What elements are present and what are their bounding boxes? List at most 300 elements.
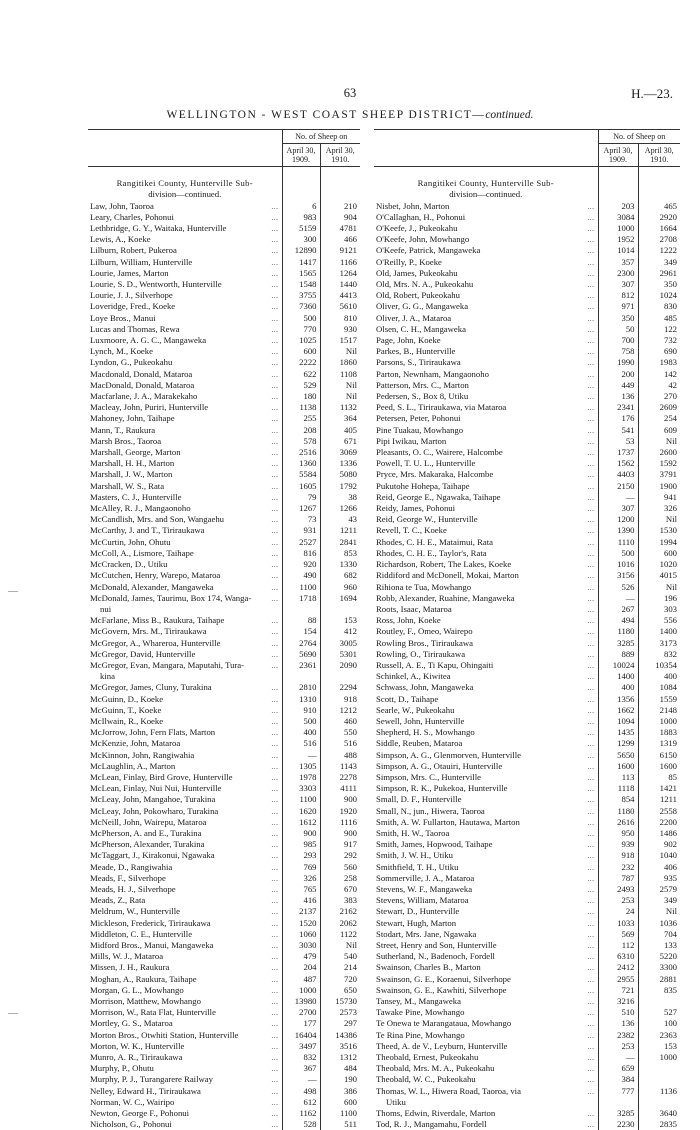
sheep-1909: 73 xyxy=(282,514,320,525)
sheep-1909: 3216 xyxy=(598,996,638,1007)
sheep-1909: 3030 xyxy=(282,940,320,951)
sheep-1910: 900 xyxy=(320,828,360,839)
table-row xyxy=(374,279,680,290)
sheep-1910: 2609 xyxy=(638,402,680,413)
leader-dots: ... xyxy=(587,414,595,424)
farmer-name: Sewell, John, Hunterville xyxy=(376,715,465,726)
leader-dots: ... xyxy=(587,347,595,357)
farmer-name: Macfarlane, J. A., Marakekaho xyxy=(90,391,198,402)
table-row xyxy=(374,234,680,245)
sheep-1909: 203 xyxy=(598,201,638,212)
table-row xyxy=(374,996,680,1007)
sheep-1910: 1994 xyxy=(638,537,680,548)
sheep-1910: 10354 xyxy=(638,660,680,671)
sheep-1910: 2835 xyxy=(638,1119,680,1130)
sheep-1909: 777 xyxy=(598,1086,638,1097)
leader-dots: ... xyxy=(587,963,595,973)
farmer-name: Shepherd, H. S., Mowhango xyxy=(376,727,475,738)
table-row xyxy=(88,212,360,223)
leader-dots: ... xyxy=(587,1053,595,1063)
header-1910: April 30, 1910. xyxy=(320,144,360,167)
leader-dots: ... xyxy=(271,201,279,211)
farmer-name: Pipi Iwikau, Marton xyxy=(376,435,447,446)
leader-dots: ... xyxy=(271,1053,279,1063)
sheep-1910: 15730 xyxy=(320,996,360,1007)
leader-dots: ... xyxy=(271,963,279,973)
leader-dots: ... xyxy=(587,380,595,390)
farmer-name: Schinkel, A., Kiwitea xyxy=(376,671,451,682)
section-subheading: division—continued. xyxy=(148,189,222,200)
sheep-1910: 1100 xyxy=(320,1108,360,1119)
table-row xyxy=(88,559,360,570)
sheep-1909: 5650 xyxy=(598,750,638,761)
leader-dots: ... xyxy=(271,336,279,346)
table-row xyxy=(88,918,360,929)
leader-dots: ... xyxy=(587,660,595,670)
farmer-name: Meads, Z., Rata xyxy=(90,895,146,906)
sheep-1910: 466 xyxy=(320,234,360,245)
sheep-1910: 540 xyxy=(320,951,360,962)
sheep-1910: 704 xyxy=(638,929,680,940)
sheep-1910: 5301 xyxy=(320,649,360,660)
leader-dots: ... xyxy=(587,840,595,850)
farmer-name: Robb, Alexander, Ruahine, Mangaweka xyxy=(376,592,515,603)
table-row xyxy=(374,671,680,682)
table-row xyxy=(88,638,360,649)
farmer-name: Revell, T. C., Koeke xyxy=(376,525,447,536)
farmer-name: Morrison, W., Rata Flat, Hunterville xyxy=(90,1007,216,1018)
sheep-1910: 2708 xyxy=(638,234,680,245)
sheep-1909: 53 xyxy=(598,436,638,447)
sheep-1910: 122 xyxy=(638,324,680,335)
right-header xyxy=(374,130,680,144)
leader-dots: ... xyxy=(271,705,279,715)
table-row xyxy=(88,593,360,604)
sheep-1910: 485 xyxy=(638,313,680,324)
leader-dots: ... xyxy=(271,728,279,738)
sheep-1909: 3084 xyxy=(598,212,638,223)
farmer-name: Masters, C. J., Hunterville xyxy=(90,491,182,502)
leader-dots: ... xyxy=(587,470,595,480)
table-row xyxy=(374,559,680,570)
table-row xyxy=(88,335,360,346)
sheep-1910: 5610 xyxy=(320,301,360,312)
farmer-name: Te Onewa te Marangataua, Mowhango xyxy=(376,1018,512,1029)
sheep-1909: 16404 xyxy=(282,1030,320,1041)
farmer-name: McLean, Finlay, Bird Grove, Hunterville xyxy=(90,771,233,782)
table-row xyxy=(374,895,680,906)
sheep-1909: 88 xyxy=(282,615,320,626)
leader-dots: ... xyxy=(271,840,279,850)
sheep-1909: 176 xyxy=(598,413,638,424)
farmer-name: Tawake Pine, Mowhango xyxy=(376,1007,465,1018)
leader-dots: ... xyxy=(587,817,595,827)
farmer-name: Lewis, A., Koeke xyxy=(90,234,151,245)
farmer-name: Murphy, P., Ohutu xyxy=(90,1063,154,1074)
leader-dots: ... xyxy=(587,481,595,491)
leader-dots: ... xyxy=(271,1041,279,1051)
sheep-1909: 541 xyxy=(598,425,638,436)
sheep-1910: 671 xyxy=(320,436,360,447)
sheep-1910: 830 xyxy=(638,301,680,312)
sheep-1910: 960 xyxy=(320,582,360,593)
table-row xyxy=(88,884,360,895)
leader-dots: ... xyxy=(271,235,279,245)
sheep-1909: 816 xyxy=(282,548,320,559)
table-row xyxy=(88,391,360,402)
sheep-1909: 307 xyxy=(598,279,638,290)
leader-dots: ... xyxy=(587,526,595,536)
table-row xyxy=(88,615,360,626)
sheep-1909: 307 xyxy=(598,503,638,514)
table-row xyxy=(88,458,360,469)
farmer-name: McGovern, Mrs. M., Tiriraukawa xyxy=(90,626,207,637)
leader-dots: ... xyxy=(587,683,595,693)
leader-dots: ... xyxy=(587,772,595,782)
sheep-1909: 900 xyxy=(282,828,320,839)
leader-dots: ... xyxy=(271,941,279,950)
right-column xyxy=(374,129,680,1130)
leader-dots: ... xyxy=(271,481,279,491)
table-row xyxy=(88,257,360,268)
table-row xyxy=(374,873,680,884)
sheep-1909: 2700 xyxy=(282,1007,320,1018)
sheep-1909: 1162 xyxy=(282,1108,320,1119)
farmer-name: kina xyxy=(100,671,115,682)
sheep-1910: 600 xyxy=(320,1097,360,1108)
table-row xyxy=(88,761,360,772)
table-row xyxy=(88,850,360,861)
table-row xyxy=(88,1041,360,1052)
sheep-1909 xyxy=(282,604,320,615)
farmer-name: Lourie, J. J., Silverhope xyxy=(90,290,173,301)
sheep-1909: 2493 xyxy=(598,884,638,895)
leader-dots: ... xyxy=(587,537,595,547)
sheep-1910: 732 xyxy=(638,335,680,346)
sheep-1909: 910 xyxy=(282,705,320,716)
farmer-name: McTaggart, J., Kirakonui, Ngawaka xyxy=(90,850,215,861)
farmer-name: Parsons, S., Tiriraukawa xyxy=(376,357,461,368)
table-row xyxy=(88,313,360,324)
table-row xyxy=(374,1063,680,1074)
sheep-1909: 516 xyxy=(282,738,320,749)
farmer-name: Small, N., jun., Hiwera, Taoroa xyxy=(376,805,485,816)
leader-dots: ... xyxy=(271,1086,279,1096)
table-row xyxy=(88,245,360,256)
sheep-1909: 770 xyxy=(282,324,320,335)
header-1909: April 30, 1909. xyxy=(282,144,320,167)
sheep-1910: 600 xyxy=(638,548,680,559)
farmer-name: Sutherland, N., Badenoch, Fordell xyxy=(376,951,495,962)
table-row xyxy=(374,839,680,850)
leader-dots: ... xyxy=(271,896,279,906)
sheep-1910: 1040 xyxy=(638,850,680,861)
leader-dots: ... xyxy=(271,414,279,424)
farmer-name: McColl, A., Lismore, Taihape xyxy=(90,547,194,558)
farmer-name: nui xyxy=(100,603,112,614)
sheep-1909: 1000 xyxy=(282,985,320,996)
sheep-1909: 500 xyxy=(282,716,320,727)
farmer-name: Stevens, W. F., Mangaweka xyxy=(376,883,473,894)
left-column xyxy=(88,129,360,1130)
sheep-1909: 1060 xyxy=(282,929,320,940)
farmer-name: O'Keefe, John, Mowhango xyxy=(376,234,470,245)
sheep-1910: Nil xyxy=(320,380,360,391)
table-row xyxy=(374,469,680,480)
leader-dots: ... xyxy=(587,492,595,502)
farmer-name: Siddle, Reuben, Mataroa xyxy=(376,738,463,749)
farmer-name: Thoms, Edwin, Riverdale, Marton xyxy=(376,1108,496,1119)
sheep-1910: 556 xyxy=(638,615,680,626)
farmer-name: Petersen, Peter, Pohonui xyxy=(376,413,461,424)
farmer-name: Macleay, John, Puriri, Hunterville xyxy=(90,402,209,413)
sheep-1910: 400 xyxy=(638,671,680,682)
sheep-1910: 1264 xyxy=(320,268,360,279)
table-row xyxy=(374,369,680,380)
leader-dots: ... xyxy=(587,1008,595,1018)
leader-dots: ... xyxy=(587,997,595,1007)
left-table xyxy=(88,130,360,1130)
leader-dots: ... xyxy=(271,560,279,570)
sheep-1910: 2062 xyxy=(320,918,360,929)
table-row xyxy=(88,1119,360,1130)
sheep-1909: 1435 xyxy=(598,727,638,738)
sheep-1910: 1211 xyxy=(320,525,360,536)
table-row xyxy=(374,985,680,996)
sheep-1910: 9121 xyxy=(320,245,360,256)
sheep-1910: 460 xyxy=(320,716,360,727)
table-row xyxy=(88,1097,360,1108)
sheep-1910: Nil xyxy=(638,436,680,447)
table-row xyxy=(374,537,680,548)
leader-dots: ... xyxy=(587,851,595,861)
table-row xyxy=(374,357,680,368)
sheep-1910: 2200 xyxy=(638,817,680,828)
leader-dots: ... xyxy=(587,604,595,614)
sheep-1910: 3300 xyxy=(638,962,680,973)
sheep-1909: 1016 xyxy=(598,559,638,570)
sheep-1910: 1440 xyxy=(320,279,360,290)
sheep-1910: 941 xyxy=(638,492,680,503)
table-row xyxy=(88,570,360,581)
farmer-name: Marsh Bros., Taoroa xyxy=(90,435,162,446)
table-row xyxy=(374,201,680,212)
farmer-name: McGregor, David, Hunterville xyxy=(90,648,196,659)
sheep-1910: 1132 xyxy=(320,402,360,413)
sheep-1909: 950 xyxy=(598,828,638,839)
table-row xyxy=(88,1030,360,1041)
farmer-name: Utiku xyxy=(386,1096,406,1107)
header-1909: April 30, 1909. xyxy=(598,144,638,167)
leader-dots: ... xyxy=(587,548,595,558)
leader-dots: ... xyxy=(271,683,279,693)
sheep-1910: 2600 xyxy=(638,447,680,458)
sheep-1909: 1118 xyxy=(598,783,638,794)
sheep-1909: 578 xyxy=(282,436,320,447)
table-row xyxy=(374,638,680,649)
table-row xyxy=(374,582,680,593)
sheep-1909: 931 xyxy=(282,525,320,536)
farmer-name: Norman, W. C., Wairipo xyxy=(90,1096,175,1107)
sheep-1909: 1548 xyxy=(282,279,320,290)
table-row xyxy=(374,772,680,783)
farmer-name: Te Rina Pine, Mowhango xyxy=(376,1029,465,1040)
leader-dots: ... xyxy=(587,795,595,805)
farmer-name: Moghan, A., Raukura, Taihape xyxy=(90,973,197,984)
sheep-1909: — xyxy=(598,1052,638,1063)
sheep-1909: 918 xyxy=(598,850,638,861)
sheep-1910: 1664 xyxy=(638,223,680,234)
sheep-1910: 14386 xyxy=(320,1030,360,1041)
table-row xyxy=(88,985,360,996)
sheep-1910: Nil xyxy=(638,514,680,525)
sheep-1910: 3069 xyxy=(320,447,360,458)
sheep-1910: 720 xyxy=(320,974,360,985)
sheep-1910: 488 xyxy=(320,750,360,761)
leader-dots: ... xyxy=(271,324,279,334)
sheep-1910: 4015 xyxy=(638,570,680,581)
sheep-1909: 2382 xyxy=(598,1030,638,1041)
sheep-1910: 3791 xyxy=(638,469,680,480)
sheep-1909: 498 xyxy=(282,1086,320,1097)
sheep-1910: 1860 xyxy=(320,357,360,368)
farmer-name: Patterson, Mrs. C., Marton xyxy=(376,379,469,390)
leader-dots: ... xyxy=(587,1075,595,1085)
farmer-name: MacDonald, Donald, Mataroa xyxy=(90,379,195,390)
page-reference: H.—23. xyxy=(631,86,673,101)
sheep-1910: 1792 xyxy=(320,481,360,492)
sheep-1909: 2810 xyxy=(282,682,320,693)
farmer-name: McGuinn, D., Koeke xyxy=(90,693,164,704)
sheep-1910: 930 xyxy=(320,324,360,335)
farmer-name: Meldrum, W., Hunterville xyxy=(90,906,180,917)
table-row xyxy=(88,727,360,738)
leader-dots: ... xyxy=(271,246,279,256)
farmer-name: Stodart, Mrs. Jane, Ngawaka xyxy=(376,928,477,939)
sheep-1909: 255 xyxy=(282,413,320,424)
sheep-1910: 1517 xyxy=(320,335,360,346)
sheep-1910 xyxy=(638,1063,680,1074)
farmer-name: McKenzie, John, Mataroa xyxy=(90,738,181,749)
farmer-name: O'Keefe, J., Pukeokahu xyxy=(376,223,458,233)
farmer-name: Tod, R. J., Mangamahu, Fordell xyxy=(376,1119,487,1130)
leader-dots: ... xyxy=(587,313,595,323)
farmer-name: Marshall, George, Marton xyxy=(90,447,181,458)
farmer-name: Pukutohe Hohepa, Taihape xyxy=(376,480,470,491)
leader-dots: ... xyxy=(587,873,595,883)
table-row xyxy=(88,201,360,212)
sheep-1909: 2137 xyxy=(282,906,320,917)
sheep-1910: 1122 xyxy=(320,929,360,940)
leader-dots: ... xyxy=(587,694,595,704)
table-row xyxy=(88,660,360,671)
sheep-1910: 609 xyxy=(638,425,680,436)
sheep-1909: 769 xyxy=(282,862,320,873)
leader-dots: ... xyxy=(587,941,595,950)
sheep-1909: 4403 xyxy=(598,469,638,480)
farmer-name: Reidy, James, Pohonui xyxy=(376,503,456,514)
sheep-1910: 2294 xyxy=(320,682,360,693)
sheep-1910: 560 xyxy=(320,862,360,873)
sheep-1909: 3285 xyxy=(598,1108,638,1119)
farmer-name: Routley, F., Omeo, Wairepo xyxy=(376,626,473,637)
table-row xyxy=(88,682,360,693)
farmer-name: Pryce, Mrs. Makaraka, Halcombe xyxy=(376,469,494,480)
table-row xyxy=(88,671,360,682)
table-row xyxy=(374,806,680,817)
sheep-1910: 904 xyxy=(320,212,360,223)
leader-dots: ... xyxy=(587,705,595,715)
leader-dots: ... xyxy=(587,257,595,267)
farmer-name: Meads, H. J., Silverhope xyxy=(90,883,176,894)
sheep-1910: 1530 xyxy=(638,525,680,536)
table-row xyxy=(374,593,680,604)
leader-dots: ... xyxy=(271,997,279,1007)
sheep-1909: 300 xyxy=(282,234,320,245)
farmer-name: Theobald, Mrs. M. A., Pukeokahu xyxy=(376,1063,495,1074)
sheep-1910: 196 xyxy=(638,593,680,604)
leader-dots: ... xyxy=(587,504,595,514)
farmer-name: Stewart, D., Hunterville xyxy=(376,906,460,917)
sheep-1910: 2278 xyxy=(320,772,360,783)
sheep-1910: 303 xyxy=(638,604,680,615)
farmer-name: McCutchen, Henry, Warepo, Mataroa xyxy=(90,570,221,581)
sheep-1910: 1108 xyxy=(320,369,360,380)
page-title xyxy=(0,109,700,121)
leader-dots: ... xyxy=(271,425,279,435)
sheep-1910 xyxy=(638,1097,680,1108)
leader-dots: ... xyxy=(271,750,279,760)
sheep-1910: 254 xyxy=(638,413,680,424)
table-row xyxy=(374,862,680,873)
sheep-1910: 1084 xyxy=(638,682,680,693)
leader-dots: ... xyxy=(587,212,595,222)
table-row xyxy=(374,738,680,749)
farmer-name: Rhodes, C. H. E., Mataimui, Rata xyxy=(376,536,494,547)
sheep-1909: 526 xyxy=(598,582,638,593)
sheep-1910: 1319 xyxy=(638,738,680,749)
sheep-1910: 810 xyxy=(320,313,360,324)
table-row xyxy=(88,794,360,805)
leader-dots: ... xyxy=(271,873,279,883)
table-row xyxy=(374,413,680,424)
sheep-1909: 2616 xyxy=(598,817,638,828)
table-row xyxy=(88,705,360,716)
sheep-1909: 5584 xyxy=(282,469,320,480)
table-row xyxy=(374,503,680,514)
farmer-name: Schwass, John, Mangaweka xyxy=(376,682,474,693)
farmer-name: Mortley, G. S., Mataroa xyxy=(90,1018,173,1029)
leader-dots: ... xyxy=(271,582,279,592)
leader-dots: ... xyxy=(587,369,595,379)
farmer-name: O'Reilly, P., Koeke xyxy=(376,256,442,267)
sheep-1909: 3497 xyxy=(282,1041,320,1052)
table-row xyxy=(374,918,680,929)
leader-dots: ... xyxy=(587,1019,595,1029)
farmer-name: McDonald, Alexander, Mangaweka xyxy=(90,581,214,592)
sheep-1909: — xyxy=(282,750,320,761)
sheep-1910: 1336 xyxy=(320,458,360,469)
sheep-1909: 622 xyxy=(282,369,320,380)
sheep-1910: 38 xyxy=(320,492,360,503)
table-row xyxy=(88,469,360,480)
sheep-1910 xyxy=(320,671,360,682)
leader-dots: ... xyxy=(271,280,279,290)
sheep-1910: 682 xyxy=(320,570,360,581)
farmer-name: Loveridge, Fred., Koeke xyxy=(90,301,176,312)
section-subheading: division—continued. xyxy=(449,189,523,200)
sheep-1909: 510 xyxy=(598,1007,638,1018)
